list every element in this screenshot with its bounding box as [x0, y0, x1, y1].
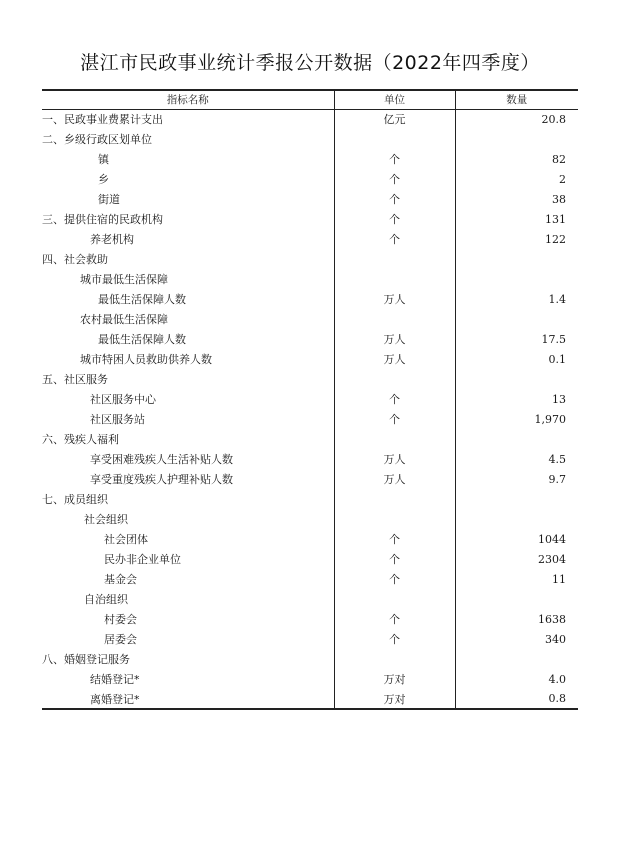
row-name: 城市特困人员救助供养人数: [42, 349, 334, 369]
row-value: [455, 129, 578, 149]
row-name: 享受困难残疾人生活补贴人数: [42, 449, 334, 469]
row-unit: 万人: [334, 289, 455, 309]
row-name: 社区服务中心: [42, 389, 334, 409]
row-name: 民办非企业单位: [42, 549, 334, 569]
table-row: [42, 249, 578, 269]
table-row: [42, 509, 578, 529]
row-unit: 个: [334, 149, 455, 169]
row-unit: 万对: [334, 669, 455, 689]
row-unit: 个: [334, 529, 455, 549]
row-value: 9.7: [548, 472, 566, 486]
header-unit: 单位: [334, 90, 455, 109]
row-name: 城市最低生活保障: [42, 269, 334, 289]
row-unit: [334, 489, 455, 509]
row-unit: [334, 249, 455, 269]
row-unit: 万人: [334, 469, 455, 489]
row-value: 38: [552, 192, 566, 206]
table-row: [42, 389, 578, 409]
row-name: 镇: [42, 149, 334, 169]
table-row: [42, 169, 578, 189]
table-row: [42, 549, 578, 569]
row-unit: [334, 429, 455, 449]
row-unit: 个: [334, 189, 455, 209]
table-row: [42, 349, 578, 369]
row-unit: 亿元: [334, 109, 455, 129]
row-value: [455, 489, 578, 509]
row-unit: 个: [334, 569, 455, 589]
row-name: 社会团体: [42, 529, 334, 549]
row-name: 村委会: [42, 609, 334, 629]
row-name: 自治组织: [42, 589, 334, 609]
row-value: 1.4: [548, 292, 566, 306]
table-row: [42, 589, 578, 609]
row-unit: [334, 509, 455, 529]
table-row: [42, 329, 578, 349]
row-name: 一、民政事业费累计支出: [42, 109, 334, 129]
row-value: 1,970: [534, 412, 566, 426]
row-value: 2: [559, 172, 566, 186]
table-header-row: [42, 90, 578, 109]
row-unit: [334, 589, 455, 609]
row-name: 七、成员组织: [42, 489, 334, 509]
row-name: 养老机构: [42, 229, 334, 249]
table-row: [42, 109, 578, 129]
row-name: 社区服务站: [42, 409, 334, 429]
row-value: [455, 429, 578, 449]
table-row: [42, 369, 578, 389]
row-value: 122: [545, 232, 566, 246]
row-value: [455, 249, 578, 269]
table-row: [42, 269, 578, 289]
row-value: 340: [545, 632, 566, 646]
row-name: 二、乡级行政区划单位: [42, 129, 334, 149]
table-row: [42, 489, 578, 509]
row-unit: 个: [334, 389, 455, 409]
row-name: 基金会: [42, 569, 334, 589]
row-value: 82: [552, 152, 566, 166]
row-name: 街道: [42, 189, 334, 209]
row-name: 五、社区服务: [42, 369, 334, 389]
table-row: [42, 649, 578, 669]
row-value: [455, 369, 578, 389]
table-row: [42, 189, 578, 209]
table-row: [42, 429, 578, 449]
row-unit: 万人: [334, 329, 455, 349]
row-name: 乡: [42, 169, 334, 189]
table-row: [42, 309, 578, 329]
table-row: [42, 669, 578, 689]
row-name: 享受重度残疾人护理补贴人数: [42, 469, 334, 489]
table-row: [42, 629, 578, 649]
table-row: [42, 129, 578, 149]
row-value: [455, 649, 578, 669]
row-name: 结婚登记*: [42, 669, 334, 689]
row-unit: [334, 649, 455, 669]
row-unit: 个: [334, 209, 455, 229]
table-row: [42, 289, 578, 309]
row-value: 1044: [538, 532, 566, 546]
row-unit: [334, 129, 455, 149]
row-name: 八、婚姻登记服务: [42, 649, 334, 669]
row-value: 1638: [538, 612, 566, 626]
row-unit: [334, 309, 455, 329]
row-name: 离婚登记*: [42, 689, 334, 709]
row-value: [455, 269, 578, 289]
row-name: 最低生活保障人数: [42, 289, 334, 309]
table-row: [42, 529, 578, 549]
row-value: 0.8: [455, 689, 578, 709]
row-unit: [334, 369, 455, 389]
row-unit: 个: [334, 549, 455, 569]
row-unit: 个: [334, 229, 455, 249]
table-row: [42, 449, 578, 469]
row-value: 0.1: [548, 352, 566, 366]
row-name: 农村最低生活保障: [42, 309, 334, 329]
row-name: 最低生活保障人数: [42, 329, 334, 349]
row-value: 2304: [538, 552, 566, 566]
table-row: [42, 409, 578, 429]
row-value: [455, 589, 578, 609]
row-value: 4.0: [548, 672, 566, 686]
row-name: 居委会: [42, 629, 334, 649]
table-row: [42, 229, 578, 249]
page-title: 湛江市民政事业统计季报公开数据（2022年四季度）: [80, 52, 540, 74]
table-row: [42, 209, 578, 229]
header-indicator-name: 指标名称: [42, 90, 334, 109]
row-name: 四、社会救助: [42, 249, 334, 269]
row-value: 20.8: [541, 112, 566, 126]
row-unit: 万对: [334, 689, 455, 709]
row-unit: [334, 269, 455, 289]
row-value: 11: [552, 572, 566, 586]
row-unit: 个: [334, 609, 455, 629]
row-unit: 个: [334, 409, 455, 429]
row-unit: 个: [334, 169, 455, 189]
row-name: 六、残疾人福利: [42, 429, 334, 449]
table-row: [42, 149, 578, 169]
header-quantity: 数量: [455, 90, 578, 109]
row-unit: 万人: [334, 349, 455, 369]
row-name: 社会组织: [42, 509, 334, 529]
table-row: [42, 469, 578, 489]
table-row: [42, 609, 578, 629]
row-unit: 万人: [334, 449, 455, 469]
row-unit: 个: [334, 629, 455, 649]
row-value: [455, 509, 578, 529]
statistics-table: [42, 89, 578, 710]
row-value: [455, 309, 578, 329]
row-name: 三、提供住宿的民政机构: [42, 209, 334, 229]
row-value: 17.5: [541, 332, 566, 346]
row-value: 131: [545, 212, 566, 226]
table-row: [42, 689, 578, 709]
row-value: 13: [552, 392, 566, 406]
row-value: 4.5: [548, 452, 566, 466]
table-row: [42, 569, 578, 589]
